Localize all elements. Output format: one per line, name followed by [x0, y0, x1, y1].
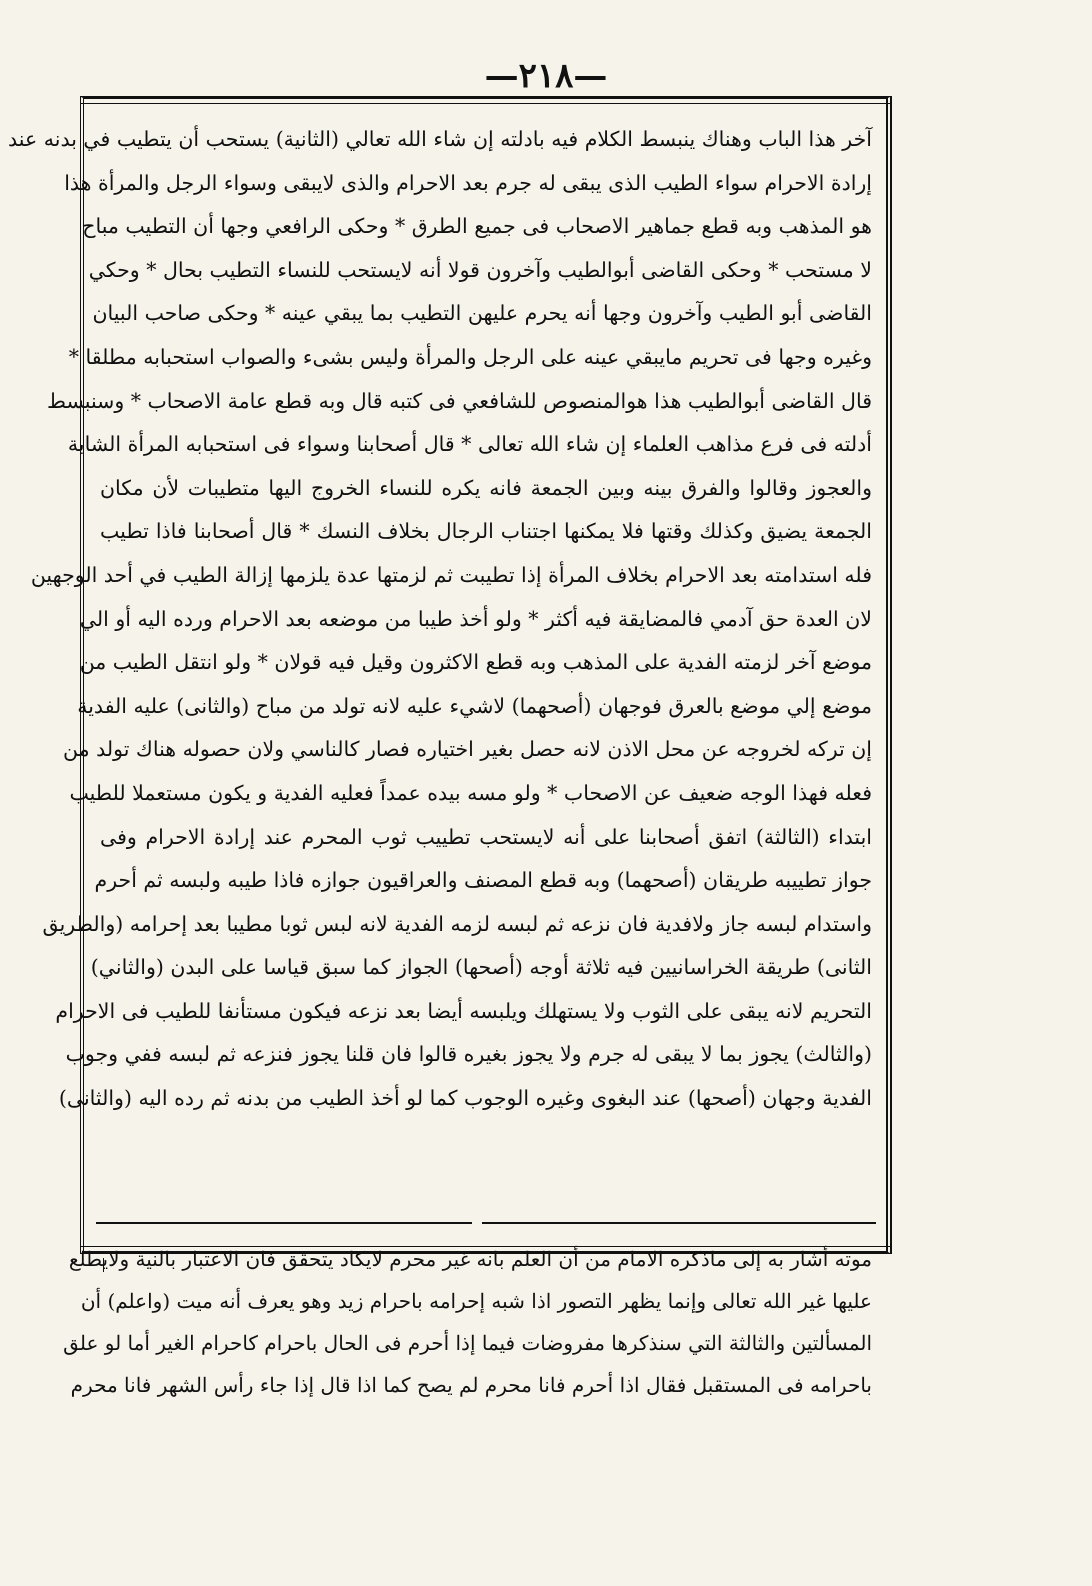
separator-gap [472, 1218, 482, 1226]
text-line: التحريم لانه يبقى على الثوب ولا يستهلك ويلبسه أيضا بعد نزعه فيكون مستأنفا للطيب فى الاحرام [55, 998, 872, 1023]
frame-inner-rule-top [80, 103, 892, 104]
page-number: —٢١٨— [484, 56, 608, 96]
text-line: الثانى) طريقة الخراسانيين فيه ثلاثة أوجه (أصحها) الجواز كما سبق قياسا على البدن (والثاني) [90, 955, 872, 980]
margin-tick [103, 1258, 104, 1272]
text-line: واستدام لبسه جاز ولافدية فان نزعه ثم لبسه لزمه الفدية لانه لبس ثوبا مطيبا بعد إحرامه (والطريق [42, 911, 872, 936]
text-line: والعجوز وقالوا والفرق بينه وبين الجمعة فانه يكره للنساء الخروج اليها متطيبات لأن مكان [100, 475, 872, 500]
text-line: قال القاضى أبوالطيب هذا هوالمنصوص للشافعي فى كتبه قال وبه قطع عامة الاصحاب * وسنبسط [47, 388, 872, 413]
text-line: فله استدامته بعد الاحرام بخلاف المرأة إذا تطيبت ثم لزمتها عدة يلزمها إزالة الطيب في أحد الوجهين [30, 562, 872, 587]
main-text [8, 118, 872, 1121]
footnote-line: المسألتين والثالثة التي سنذكرها مفروضات فيما إذا أحرم فى الحال باحرام كاحرام الغير أما لو علق [63, 1331, 872, 1355]
text-line: موضع إلي موضع بالعرق فوجهان (أصحهما) لاشيء عليه لانه تولد من مباح (والثانى) عليه الفدية [77, 693, 872, 718]
text-line: وغيره وجها فى تحريم مايبقي عينه على الرجل والمرأة وليس بشىء والصواب استحبابه مطلقا * [68, 344, 872, 369]
text-line: هو المذهب وبه قطع جماهير الاصحاب فى جميع الطرق * وحكى الرافعي وجها أن التطيب مباح [82, 214, 872, 239]
text-line: جواز تطييبه طريقان (أصحهما) وبه قطع المصنف والعراقيون جوازه فاذا طيبه ولبسه ثم أحرم [94, 868, 872, 893]
text-line: فعله فهذا الوجه ضعيف عن الاصحاب * ولو مسه بيده عمداً فعليه الفدية و يكون مستعملا للطيب [69, 780, 872, 805]
text-line: إن تركه لخروجه عن محل الاذن لانه حصل بغير اختياره فصار كالناسي ولان حصوله هناك تولد من [63, 737, 872, 762]
text-line: القاضى أبو الطيب وآخرون وجها أنه يحرم عليهن التطيب بما يبقي عينه * وحكى صاحب البيان [92, 301, 872, 326]
text-line: إرادة الاحرام سواء الطيب الذى يبقى له جرم بعد الاحرام والذى لايبقى وسواء الرجل والمرأة هذا [64, 170, 872, 195]
text-line: (والثالث) يجوز بما لا يبقى له جرم ولا يجوز بغيره قالوا فان قلنا يجوز فنزعه ثم لبسه ففي وجوب [65, 1042, 872, 1067]
text-line: موضع آخر لزمته الفدية على المذهب وبه قطع الاكثرون وقيل فيه قولان * ولو انتقل الطيب من [79, 650, 872, 675]
text-line: ابتداء (الثالثة) اتفق أصحابنا على أنه لايستحب تطييب ثوب المحرم عند إرادة الاحرام وفى [100, 824, 872, 849]
text-line: أدلته فى فرع مذاهب العلماء إن شاء الله تعالى * قال أصحابنا وسواء فى استحبابه المرأة الشابة [67, 432, 872, 457]
text-line: آخر هذا الباب وهناك ينبسط الكلام فيه بادلته إن شاء الله تعالي (الثانية) يستحب أن يتطيب في بدنه عند [8, 127, 872, 151]
footnote-line: باحرامه فى المستقبل فقال اذا أحرم فانا محرم لم يصح كما اذا قال إذا جاء رأس الشهر فانا محرم [70, 1373, 872, 1397]
footnote-text [63, 1238, 872, 1406]
footnote-line: موته أشار به إلى ماذكره الامام من أن العلم بانه غير محرم لايكاد يتحقق فان الاعتبار بالنية ولايطلع [68, 1247, 872, 1271]
footnote-line: عليها غير الله تعالى وإنما يظهر التصور اذا شبه إحرامه باحرام زيد وهو يعرف أنه ميت (واعلم) أن [80, 1289, 872, 1313]
text-line: لا مستحب * وحكى القاضى أبوالطيب وآخرون قولا أنه لايستحب للنساء التطيب بحال * وحكي [88, 257, 872, 282]
text-line: لان العدة حق آدمي فالمضايقة فيه أكثر * ولو أخذ طيبا من موضعه بعد الاحرام ورده اليه أو الي [79, 606, 872, 631]
text-line: الجمعة يضيق وكذلك وقتها فلا يمكنها اجتناب الرجال بخلاف النسك * قال أصحابنا فاذا تطيب [100, 519, 872, 544]
footnote-separator [96, 1222, 876, 1224]
text-line: الفدية وجهان (أصحها) عند البغوى وغيره الوجوب كما لو أخذ الطيب من بدنه ثم رده اليه (والثانى) [58, 1086, 872, 1111]
